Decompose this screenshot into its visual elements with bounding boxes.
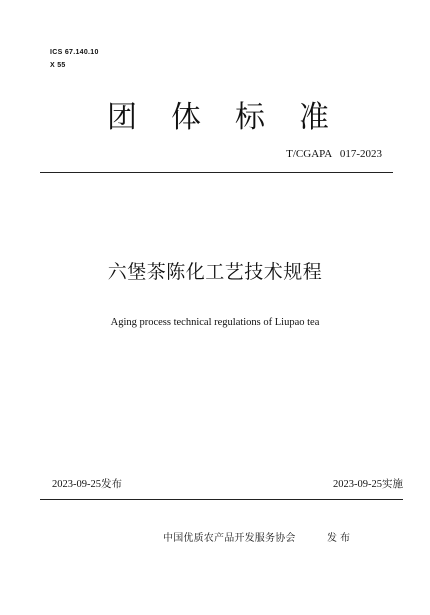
publisher-name: 中国优质农产品开发服务协会 [163,533,296,544]
issue-date: 2023-09-25发布 [52,479,122,490]
document-title-english: Aging process technical regulations of Liupao tea [110,317,320,328]
bottom-divider [40,499,403,500]
standard-type-heading: 团体标准 [107,100,363,135]
implementation-date: 2023-09-25实施 [333,479,403,490]
ics-code: ICS 67.140.10 [50,49,99,56]
publish-label: 发布 [327,533,353,544]
ccs-code: X 55 [50,62,66,69]
document-title-chinese: 六堡茶陈化工艺技术规程 [107,261,323,283]
standard-number: T/CGAPA 017-2023 [286,148,382,160]
top-divider [40,172,393,173]
